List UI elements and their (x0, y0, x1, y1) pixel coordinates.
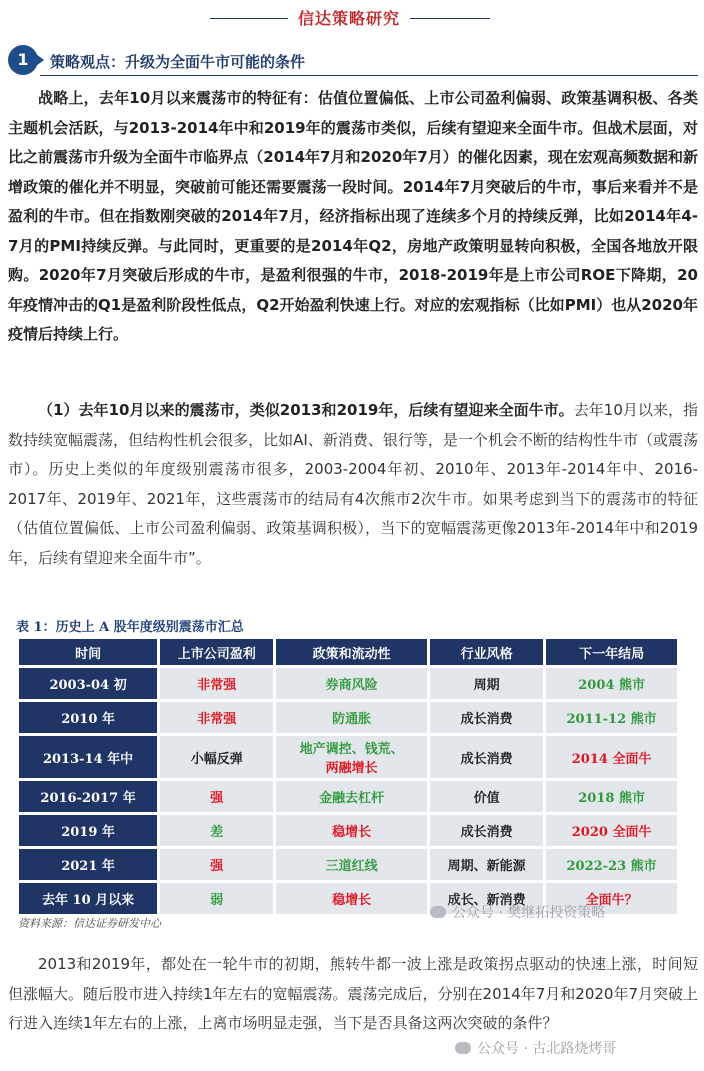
policy-text: 稳增长 (332, 893, 372, 908)
header-title: 信达策略研究 (297, 9, 400, 28)
table-row (19, 815, 677, 846)
section-underline (40, 75, 698, 76)
table-source: 资料来源：信达证券研发中心 (18, 917, 161, 930)
wechat-icon (430, 906, 446, 918)
watermark-text: 公众号 · 古北路烧烤哥 (477, 1041, 617, 1057)
col-header-style: 行业风格 (430, 639, 543, 665)
cell-earnings: 强 (160, 849, 273, 880)
cell-period: 2003-04 初 (19, 668, 157, 699)
table-title: 表 1：历史上 A 股年度级别震荡市汇总 (16, 620, 244, 635)
watermark-text: 公众号 · 樊继拓投资策略 (452, 905, 606, 921)
cell-earnings: 非常强 (160, 702, 273, 733)
cell-period: 2016-2017 年 (19, 781, 157, 812)
table-row (19, 781, 677, 812)
table-row (19, 736, 677, 778)
cell-style: 周期、新能源 (430, 849, 543, 880)
col-header-policy: 政策和流动性 (276, 639, 427, 665)
cell-policy (276, 781, 427, 812)
cell-policy (276, 668, 427, 699)
cell-outcome: 全面牛？ (546, 883, 677, 914)
cell-period: 2013-14 年中 (19, 736, 157, 778)
cell-policy (276, 702, 427, 733)
section-title: 策略观点：升级为全面牛市可能的条件 (50, 53, 306, 71)
cell-outcome: 2011-12 熊市 (546, 702, 677, 733)
cell-period: 2019 年 (19, 815, 157, 846)
cell-period: 2021 年 (19, 849, 157, 880)
watermark (430, 902, 605, 922)
paragraph-lead: （1）去年10月以来的震荡市，类似2013和2019年，后续有望迎来全面牛市。 (38, 401, 574, 419)
watermark (455, 1038, 616, 1058)
cell-outcome: 2014 全面牛 (546, 736, 677, 778)
section-number-badge: 1 (8, 45, 38, 75)
policy-text: 地产调控、钱荒、 (299, 742, 404, 757)
cell-earnings: 弱 (160, 883, 273, 914)
table-row (19, 668, 677, 699)
cell-outcome: 2020 全面牛 (546, 815, 677, 846)
cell-policy (276, 849, 427, 880)
history-table (16, 636, 680, 917)
paragraph-body: 去年10月以来，指数持续宽幅震荡，但结构性机会很多，比如AI、新消费、银行等，是一个机会不断的结构性牛市（或震荡市）。历史上类似的年度级别震荡市很多，2003-2004年初、2010年、2013年-2014年中、2016-2017年、2019年、2021年，这些震荡市的结局有4次熊市2次牛市。如果考虑到当下的震荡市的特征（估值位置偏低、上市公司盈利偏弱、政策基调积极），当下的宽幅震荡更像2013年-2014年中和2019年，后续有望迎来全面牛市”。 (8, 401, 699, 567)
policy-text: 金融去杠杆 (319, 791, 385, 806)
section-heading (8, 45, 698, 77)
page-header (0, 0, 704, 36)
cell-earnings: 强 (160, 781, 273, 812)
cell-period: 去年 10 月以来 (19, 883, 157, 914)
policy-text: 防通胀 (332, 712, 372, 727)
wechat-icon (455, 1042, 471, 1054)
paragraph-range-market (8, 396, 698, 573)
cell-style: 成长消费 (430, 815, 543, 846)
table-row (19, 702, 677, 733)
cell-earnings: 非常强 (160, 668, 273, 699)
cell-policy (276, 815, 427, 846)
cell-outcome: 2018 熊市 (546, 781, 677, 812)
col-header-outcome: 下一年结局 (546, 639, 677, 665)
policy-text: 三道红线 (325, 859, 378, 874)
cell-outcome: 2004 熊市 (546, 668, 677, 699)
header-rule-right (410, 18, 490, 19)
paragraph-strategy: 战略上，去年10月以来震荡市的特征有：估值位置偏低、上市公司盈利偏弱、政策基调积极、各类主题机会活跃，与2013-2014年中和2019年的震荡市类似，后续有望迎来全面牛市。但战术层面，对比之前震荡市升级为全面牛市临界点（2014年7月和2020年7月）的催化因素，现在宏观高频数据和新增政策的催化并不明显，突破前可能还需要震荡一段时间。2014年7月突破后的牛市，事后来看并不是盈利的牛市。但在指数刚突破的2014年7月，经济指标出现了连续多个月的持续反弹，比如2014年4-7月的PMI持续反弹。与此同时，更重要的是2014年Q2，房地产政策明显转向积极，全国各地放开限购。2020年7月突破后形成的牛市，是盈利很强的牛市，2018-2019年是上市公司ROE下降期，20年疫情冲击的Q1是盈利阶段性低点，Q2开始盈利快速上行。对应的宏观指标（比如PMI）也从2020年疫情后持续上行。 (8, 89, 698, 343)
cell-style: 成长消费 (430, 736, 543, 778)
paragraph-breakout: 2013和2019年，都处在一轮牛市的初期，熊转牛都一波上涨是政策拐点驱动的快速上涨，时间短但涨幅大。随后股市进入持续1年左右的宽幅震荡。震荡完成后，分别在2014年7月和2020年7月突破上行进入连续1年左右的上涨，上离市场明显走强，当下是否具备这两次突破的条件？ (8, 955, 698, 1032)
cell-outcome: 2022-23 熊市 (546, 849, 677, 880)
policy-text-line2: 两融增长 (325, 761, 378, 776)
cell-policy (276, 883, 427, 914)
policy-text: 券商风险 (325, 678, 378, 693)
cell-style: 成长消费 (430, 702, 543, 733)
header-rule-left (210, 18, 288, 19)
table-row (19, 849, 677, 880)
cell-period: 2010 年 (19, 702, 157, 733)
cell-style: 价值 (430, 781, 543, 812)
cell-earnings: 小幅反弹 (160, 736, 273, 778)
table-header-row (19, 639, 677, 665)
col-header-earnings: 上市公司盈利 (160, 639, 273, 665)
policy-text: 稳增长 (332, 825, 372, 840)
cell-policy (276, 736, 427, 778)
col-header-period: 时间 (19, 639, 157, 665)
cell-earnings: 差 (160, 815, 273, 846)
cell-style: 周期 (430, 668, 543, 699)
cell-style: 成长、新消费 (430, 883, 543, 914)
